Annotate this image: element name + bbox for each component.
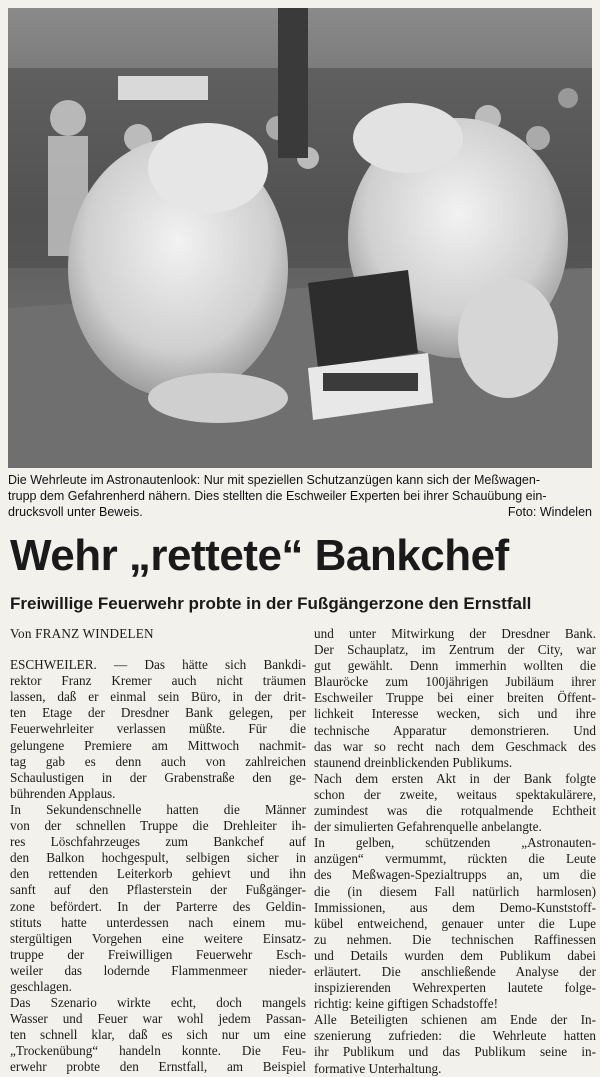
article-line: geschlagen. bbox=[10, 978, 72, 994]
article-line: und Details wurden dem Publikum dabei bbox=[314, 947, 596, 963]
subheadline: Freiwillige Feuerwehr probte in der Fußgängerzone den Ernstfall bbox=[10, 594, 532, 613]
article-line: schon der zweite, weitaus spektakulärere, bbox=[314, 786, 596, 802]
article-line: Der Schauplatz, im Zentrum der City, war bbox=[314, 642, 596, 658]
article-line: stergültigen Vorgehen eine weitere Einsatz- bbox=[10, 930, 306, 946]
article-line: Blauröcke zum 100jährigen Jubiläum ihrer bbox=[314, 674, 596, 690]
article-line: lassen, daß er einmal sein Büro, in der drit- bbox=[10, 689, 306, 705]
article-line: sanft auf den Pflasterstein der Fußgänger- bbox=[10, 882, 306, 898]
article-line: anzügen“ vermummt, rückten die Leute bbox=[314, 851, 596, 867]
article-line: ten Etage der Dresdner Bank gelegen, per bbox=[10, 705, 306, 721]
article-line: ten schnell klar, daß es sich nur um eine bbox=[10, 1027, 306, 1043]
article-column-left bbox=[10, 626, 306, 1076]
article-line: stituts hatte unterdessen nach einem mu- bbox=[10, 914, 306, 930]
article-line: des Meßwagen-Spezialtrupps an, um die bbox=[314, 867, 596, 883]
caption-line: Die Wehrleute im Astronautenlook: Nur mit speziellen Schutzanzügen kann sich der Meßwagen- bbox=[8, 473, 540, 487]
caption-line: trupp dem Gefahrenherd nähern. Dies stellten die Eschweiler Experten bei ihrer Schauübung ein- bbox=[8, 489, 547, 503]
article-line: den Balkon hochgespult, selbigen sicher in bbox=[10, 850, 306, 866]
caption-credit-row bbox=[8, 504, 592, 520]
article-line: zone befördert. In der Parterre des Geldin- bbox=[10, 898, 306, 914]
article-line: lichkeit Interesse wecken, sich und ihre bbox=[314, 706, 596, 722]
article-line: Alle Beteiligten schienen am Ende der In- bbox=[314, 1012, 596, 1028]
article-line: „Trockenübung“ handeln konnte. Die Feu- bbox=[10, 1043, 306, 1059]
article-line: rektor Franz Kremer auch nicht träumen bbox=[10, 673, 306, 689]
article-line: erläutert. Die anschließende Analyse der bbox=[314, 963, 596, 979]
article-line: zumindest was die rotqualmende Echtheit bbox=[314, 803, 596, 819]
article-line: ihr Publikum und das Publikum seine in- bbox=[314, 1044, 596, 1060]
article-line: formative Unterhaltung. bbox=[314, 1060, 442, 1076]
article-line: von der schnellen Truppe die Drehleiter ih- bbox=[10, 818, 306, 834]
article-line: In Sekundenschnelle hatten die Männer bbox=[10, 801, 306, 817]
article-line: das war so recht nach dem Geschmack des bbox=[314, 738, 596, 754]
article-line: staunend dreinblickenden Publikums. bbox=[314, 754, 513, 770]
article-line: bührenden Applaus. bbox=[10, 785, 116, 801]
photo-credit: Foto: Windelen bbox=[507, 505, 592, 519]
article-line: Schaulustigen in der Grabenstraße den ge- bbox=[10, 769, 306, 785]
article-line: truppe der Freiwilligen Feuerwehr Esch- bbox=[10, 946, 306, 962]
article-line: Wasser und Feuer war wohl jedem Passan- bbox=[10, 1011, 306, 1027]
article-line: In gelben, schützenden „Astronauten- bbox=[314, 835, 596, 851]
article-line: zu nehmen. Die technischen Raffinessen bbox=[314, 931, 596, 947]
article-line: Nach dem ersten Akt in der Bank folgte bbox=[314, 770, 596, 786]
article-line: szenierung zufrieden: die Wehrleute hatten bbox=[314, 1028, 596, 1044]
article-line: inspizierenden Wehrexperten lautete folge- bbox=[314, 980, 596, 996]
article-line: der simulierten Gefahrenquelle anbelangte. bbox=[314, 819, 542, 835]
article-line: Das Szenario wirkte echt, doch mangels bbox=[10, 995, 306, 1011]
article-line: ESCHWEILER. — Das hätte sich Bankdi- bbox=[10, 657, 306, 673]
byline: Von FRANZ WINDELEN bbox=[10, 626, 154, 641]
article-line: gut gewählt. Denn immerhin wollten die bbox=[314, 658, 596, 674]
caption-line: drucksvoll unter Beweis. bbox=[8, 505, 143, 519]
article-line: Eschweiler Truppe bei einer breiten Öffent- bbox=[314, 690, 596, 706]
article-line: die (in diesem Fall natürlich harmlosen) bbox=[314, 883, 596, 899]
photo-illustration bbox=[8, 8, 592, 468]
article-line: gelungene Premiere am Mittwoch nachmit- bbox=[10, 737, 306, 753]
article-line: technische Apparatur demonstrieren. Und bbox=[314, 722, 596, 738]
article-column-right bbox=[314, 626, 596, 1077]
article-line: tag gab es denn auch von zahlreichen bbox=[10, 753, 306, 769]
article-line: Feuerwehrleiter verlassen müßte. Für die bbox=[10, 721, 306, 737]
headline: Wehr „rettete“ Bankchef bbox=[10, 531, 509, 580]
article-photo bbox=[8, 8, 592, 468]
article-line: und unter Mitwirkung der Dresdner Bank. bbox=[314, 626, 596, 641]
article-line: weiler das lodernde Flammenmeer nieder- bbox=[10, 962, 306, 978]
article-line: Immissionen, aus dem Demo-Kunststoff- bbox=[314, 899, 596, 915]
article-line: richtig: keine giftigen Schadstoffe! bbox=[314, 996, 498, 1012]
article-line: kübel entweichend, genauer unter die Lupe bbox=[314, 915, 596, 931]
article-line: den rettenden Leiterkorb gehievt und ihn bbox=[10, 866, 306, 882]
article-line: erwehr probte den Ernstfall, am Beispiel bbox=[10, 1059, 306, 1075]
photo-caption bbox=[8, 472, 592, 520]
article-line: res Löschfahrzeuges zum Bankchef auf bbox=[10, 834, 306, 850]
